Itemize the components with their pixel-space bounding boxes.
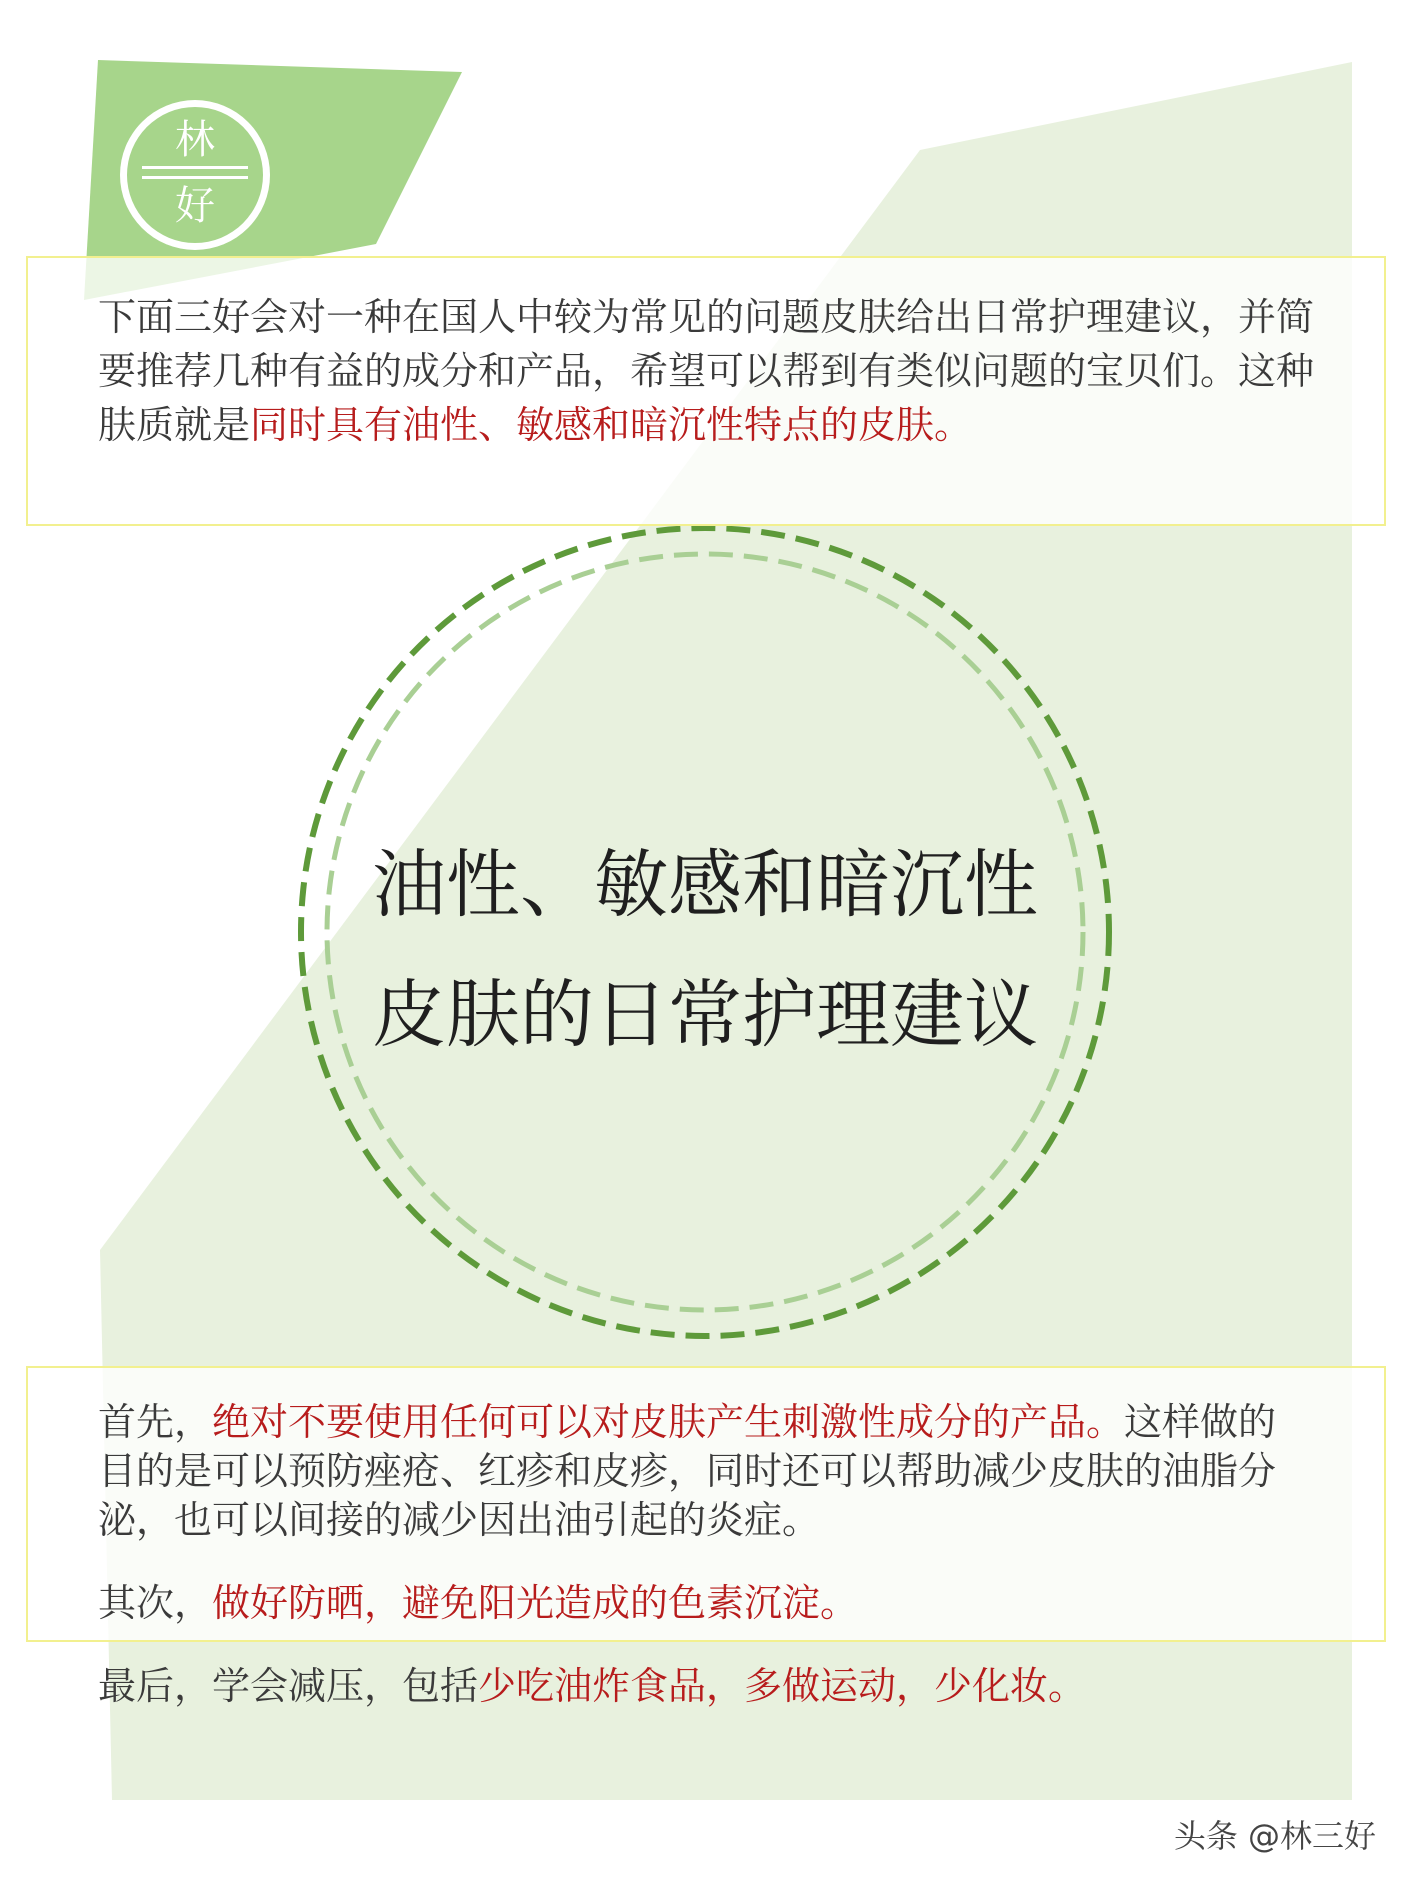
intro-highlight: 同时具有油性、敏感和暗沉性特点的皮肤。 bbox=[250, 403, 973, 447]
advice-1-lead: 首先， bbox=[98, 1400, 213, 1444]
advice-2-highlight: 做好防晒，避免阳光造成的色素沉淀。 bbox=[212, 1581, 859, 1625]
advice-paragraph-first bbox=[98, 1398, 1314, 1545]
logo-bottom-char: 好 bbox=[175, 183, 215, 229]
intro-paragraph bbox=[98, 290, 1314, 452]
brand-logo bbox=[120, 100, 270, 250]
logo-divider-line bbox=[142, 166, 248, 169]
advice-box bbox=[26, 1366, 1386, 1708]
advice-paragraph-third bbox=[98, 1662, 1314, 1711]
advice-1-rest: 这样做的目的是可以预防痤疮、红疹和皮疹，同时还可以帮助减少皮肤的油脂分泌，也可以间接的减少因出油引起的炎症。 bbox=[98, 1400, 1277, 1542]
main-title bbox=[250, 820, 1160, 1080]
watermark: 头条 @林三好 bbox=[1173, 1817, 1376, 1855]
advice-1-highlight: 绝对不要使用任何可以对皮肤产生刺激性成分的产品。 bbox=[212, 1400, 1125, 1444]
logo-divider-line bbox=[142, 176, 248, 179]
advice-2-lead: 其次， bbox=[98, 1581, 213, 1625]
advice-3-highlight: 少吃油炸食品，多做运动，少化妆。 bbox=[478, 1664, 1087, 1708]
intro-box bbox=[26, 256, 1386, 526]
advice-3-lead: 最后，学会减压，包括 bbox=[98, 1664, 479, 1708]
logo-top-char: 林 bbox=[175, 117, 215, 163]
advice-paragraph-second bbox=[98, 1579, 1314, 1628]
title-line-1: 油性、敏感和暗沉性 bbox=[372, 842, 1038, 928]
title-line-2: 皮肤的日常护理建议 bbox=[372, 972, 1038, 1058]
intro-lead: 下面三好会对一种在国人中较为常见的问题皮肤给出日常护理建议，并简要推荐几种有益的成分和产品，希望可以帮到有类似问题的宝贝们。这种肤质就是 bbox=[98, 295, 1315, 447]
